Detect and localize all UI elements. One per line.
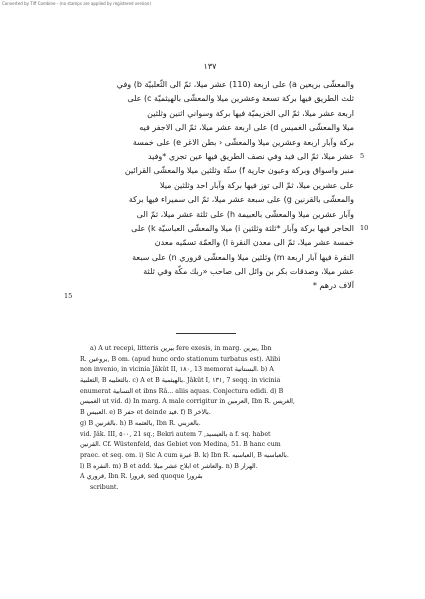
footnote-line: الغميس ut vid. d) In marg. A male corrigitur in العرمين, Ibn R. الغريس,: [80, 398, 295, 406]
arabic-line: الحاجر فيها بركة وآبار *ثلثة وثلثين i) ميلا والمعشّى العباسيّة k) على: [131, 223, 354, 233]
footnote-line: vid. Jâk. III, ٥٠٠, 21 sq.; Bekri autem بالعيسيد, 7 a f. sq. habet: [80, 430, 271, 438]
footnote-line: a) A ut recepi, litteris بيرين fere exesis, in marg. بيرين, Ibn: [90, 345, 272, 352]
footnote-line: non invenio, in vicinia Jâkût II, ١٨٠, 13 memorat البستانية. b) A: [80, 366, 274, 374]
arabic-line: عشر ميلا، وصدقات بكر بن وائل الى صاحب «ربك مكّة وفي ثلثة: [143, 267, 354, 277]
arabic-line: بركة وآبار اربعة وعشرين ميلا والمعشّى ‹ بطن الاغر e) على خمسة: [132, 137, 354, 147]
margin-number-10: 10: [360, 224, 369, 232]
margin-number-15: 15: [64, 292, 73, 300]
footnote-line: القرنين. Cf. Wüstenfeld, das Gebiet von Medina, 51. B hanc cum: [80, 441, 281, 449]
arabic-line: والمعشّى بالقرنين g) على سبعة عشر ميلا، ثمّ الى سميراء فيها بركة: [128, 195, 354, 205]
arabic-line: النقرة فيها آبار اربعة m) وثلثين ميلا والمعشّى قروري n) على سبعة: [132, 252, 354, 262]
footnote-line: enumerat التسابية et ibns Râ... aliis aquas. Conjectura edidi. d) B: [80, 387, 284, 395]
page-number: ١٣٧: [203, 62, 217, 71]
footnote-line: الثعلبية, B بالثعلبيه. c) A et B بالهيثمية. Jâkût I, ١٣١, 7 seqq. in vicinia: [80, 377, 281, 385]
margin-number-5: 5: [360, 152, 365, 160]
arabic-line: منبر واسواق وبركة وعيون جارية f) ستّة وثلثين ميلا والمعشّى القرائين: [124, 166, 354, 176]
footnote-line: scribunt.: [90, 483, 119, 491]
arabic-line: خمسة عشر ميلا، ثمّ الى معدن النقرة l) والعمّة تسمّيه معدن: [154, 238, 354, 248]
footnote-separator-rule: [176, 333, 236, 334]
arabic-text-block: [88, 78, 354, 294]
footnote-line: l) B النفره. m) B et add. ابلاح عشر ميلا et والعاشر. n) B الهرار.: [80, 462, 258, 470]
footnote-line: R. بروعين, B om. (apud hunc ordo stationum turbatus est). Alibi: [80, 355, 281, 363]
footnote-line: praec. et seq. om. i) Sic A cum عيرة B. k) Ibn R. العباسيه, B بالعباسيه.: [80, 451, 289, 459]
arabic-line: على عشرين ميلا، ثمّ الى توز فيها بركة وآبار احد وثلثين ميلا: [159, 180, 354, 190]
arabic-line: ثلث الطريق فيها بركة تسعة وعشرين ميلا والمعشّى بالهيثميّة c) على: [127, 94, 354, 104]
arabic-line: عشر ميلا، ثمّ الى فيد وفي نصف الطريق فيها عين تجري *وفيد: [147, 151, 354, 161]
arabic-line: اربعة عشر ميلا، ثمّ الى الخزيميّة فيها بركة وسواني اثنين وثلثين: [147, 108, 354, 118]
footnote-line: A قروري, Ibn R. قرورا, sed quoque بقرورا: [80, 473, 203, 481]
footnote-line: g) B بالغرنين. h) B بالعثمه, Ibn R. بالعربني.: [80, 419, 201, 427]
footnotes-block: [80, 344, 350, 494]
converter-banner: Converted by Tiff Combine - (no stamps are applied by registered version): [2, 1, 151, 6]
arabic-line: والمعشّى بريعين a) على اربعة (110) عشر ميلا، ثمّ الى الثّعلبيّة b) وفي: [116, 80, 354, 89]
arabic-line: ميلا والمعشّى الغميس d) على اربعة عشر ميلا، ثمّ الى الاجفر فيه: [139, 123, 354, 133]
arabic-line-last: آلاف درهم *: [312, 281, 354, 291]
footnote-line: B العبيس. e) B حفر et deinde فيد. f) B بالاخر.: [80, 409, 211, 417]
arabic-line: وآبار عشرين ميلا والمعشّى بالعبيمة h) على ثلثة عشر ميلا، ثمّ الى: [136, 209, 354, 219]
